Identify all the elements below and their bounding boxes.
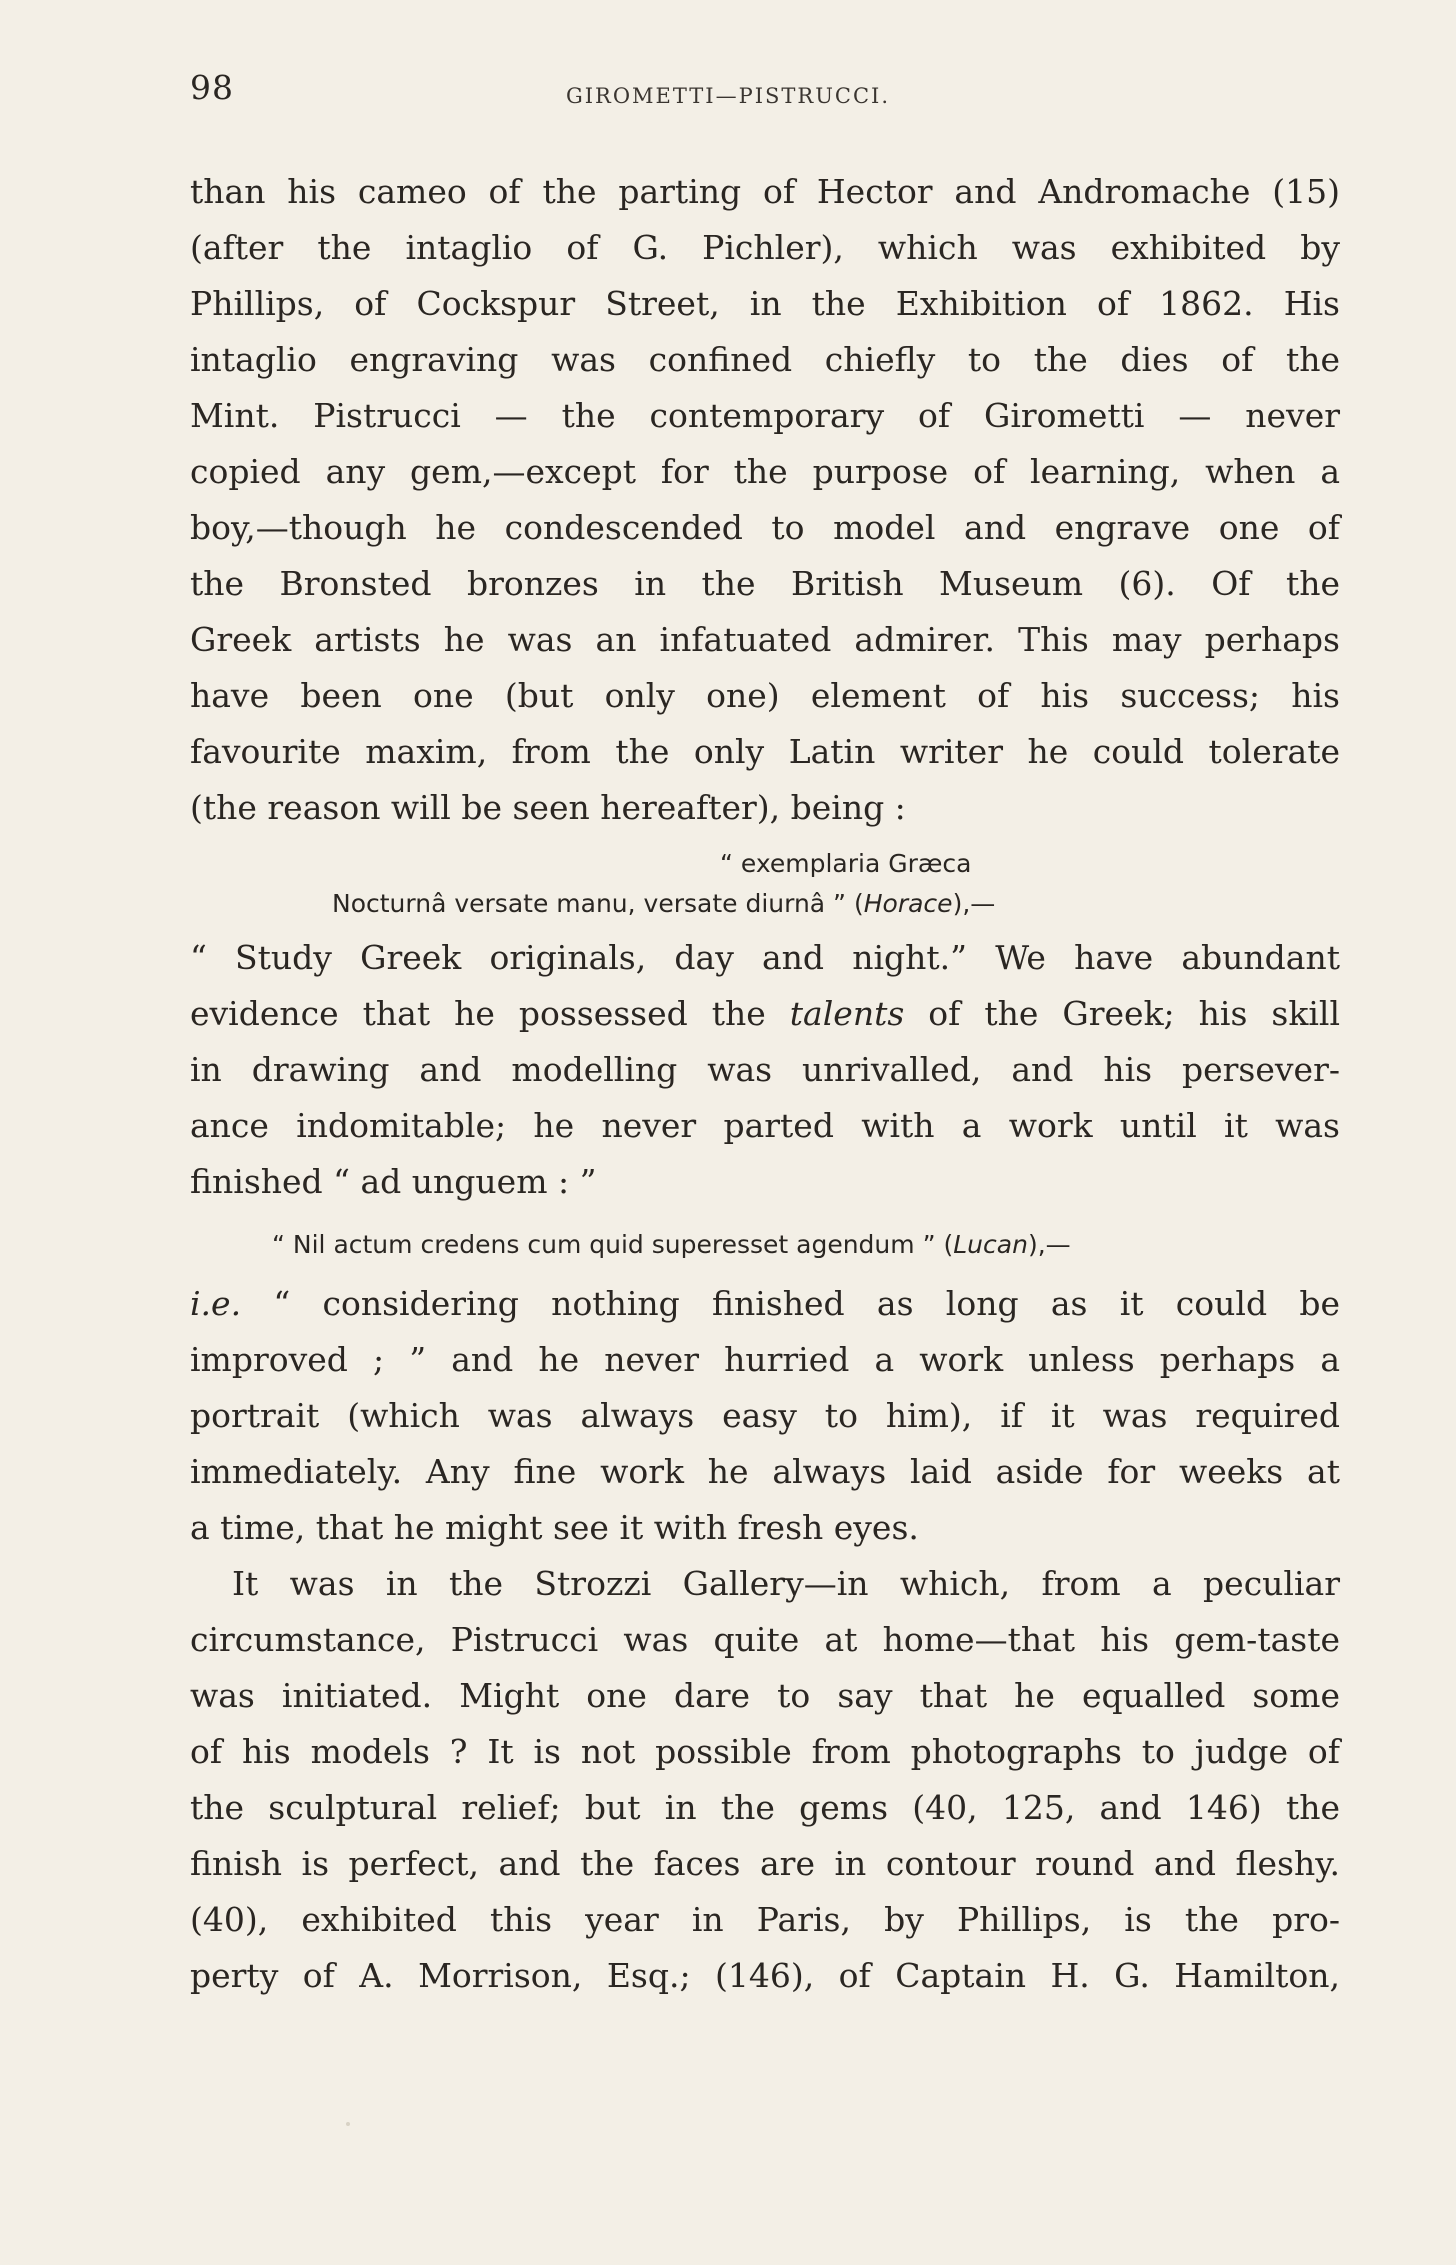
text-line: the sculptural relief; but in the gems (40, 125, and 146) the: [190, 1788, 1340, 1827]
latin-quote-line: [190, 884, 1340, 930]
text-line: was initiated. Might one dare to say that he equalled some: [190, 1676, 1340, 1715]
text-line: a time, that he might see it with fresh eyes.: [190, 1508, 919, 1547]
text-line: than his cameo of the parting of Hector and Andromache (15): [190, 172, 1340, 211]
latin-quote-line: “ exemplaria Græca: [720, 849, 972, 878]
text-fragment: of the Greek; his skill: [928, 994, 1340, 1033]
quote-source-close: ),—: [1027, 1230, 1071, 1259]
quote-text: “ Nil actum credens cum quid superesset agendum ”: [272, 1230, 936, 1259]
text-line: portrait (which was always easy to him), if it was required: [190, 1396, 1340, 1435]
text-fragment: “ considering nothing finished as long as it could be: [273, 1284, 1340, 1323]
text-line: improved ; ” and he never hurried a work unless perhaps a: [190, 1340, 1340, 1379]
text-line: [190, 1276, 1340, 1332]
text-line: finish is perfect, and the faces are in contour round and fleshy.: [190, 1844, 1340, 1883]
text-line: immediately. Any fine work he always laid aside for weeks at: [190, 1452, 1340, 1491]
text-line: ance indomitable; he never parted with a work until it was: [190, 1106, 1340, 1145]
text-line: of his models ? It is not possible from photographs to judge of: [190, 1732, 1340, 1771]
quote-source-open: (: [853, 889, 864, 918]
latin-quote-line: [190, 1214, 1340, 1276]
text-line: It was in the Strozzi Gallery—in which, from a peculiar: [232, 1564, 1340, 1603]
quote-source: Horace: [863, 889, 953, 918]
text-line: Phillips, of Cockspur Street, in the Exhibition of 1862. His: [190, 284, 1340, 323]
quote-text: Nocturnâ versate manu, versate diurnâ ”: [332, 889, 847, 918]
text-line: perty of A. Morrison, Esq.; (146), of Captain H. G. Hamilton,: [190, 1956, 1340, 1995]
text-line: (the reason will be seen hereafter), being :: [190, 788, 906, 827]
text-line: (40), exhibited this year in Paris, by Phillips, is the pro-: [190, 1900, 1340, 1939]
quote-source: Lucan: [953, 1230, 1028, 1259]
quote-source-open: (: [943, 1230, 954, 1259]
running-head: GIROMETTI—PISTRUCCI.: [565, 84, 891, 108]
paper-spot: [346, 2122, 350, 2126]
italic-word: talents: [789, 994, 905, 1033]
text-fragment: evidence that he possessed the: [190, 994, 766, 1033]
text-line: intaglio engraving was confined chiefly to the dies of the: [190, 340, 1340, 379]
text-line: in drawing and modelling was unrivalled, and his persever-: [190, 1050, 1340, 1089]
text-line: boy,—though he condescended to model and engrave one of: [190, 508, 1340, 547]
text-line: Mint. Pistrucci — the contemporary of Girometti — never: [190, 396, 1340, 435]
text-line: the Bronsted bronzes in the British Museum (6). Of the: [190, 564, 1340, 603]
page-number: 98: [190, 68, 234, 107]
text-line: circumstance, Pistrucci was quite at home—that his gem-taste: [190, 1620, 1340, 1659]
text-line: have been one (but only one) element of his success; his: [190, 676, 1340, 715]
text-line: copied any gem,—except for the purpose of learning, when a: [190, 452, 1340, 491]
text-line: favourite maxim, from the only Latin writer he could tolerate: [190, 732, 1340, 771]
text-line: finished “ ad unguem : ”: [190, 1162, 597, 1201]
text-line: [190, 986, 1340, 1042]
quote-source-close: ),—: [952, 889, 996, 918]
body-text: [190, 164, 1340, 2004]
text-line: Greek artists he was an infatuated admirer. This may perhaps: [190, 620, 1340, 659]
text-line: (after the intaglio of G. Pichler), which was exhibited by: [190, 228, 1340, 267]
text-line: “ Study Greek originals, day and night.” We have abundant: [190, 938, 1340, 977]
italic-abbrev: i.e.: [190, 1284, 242, 1323]
